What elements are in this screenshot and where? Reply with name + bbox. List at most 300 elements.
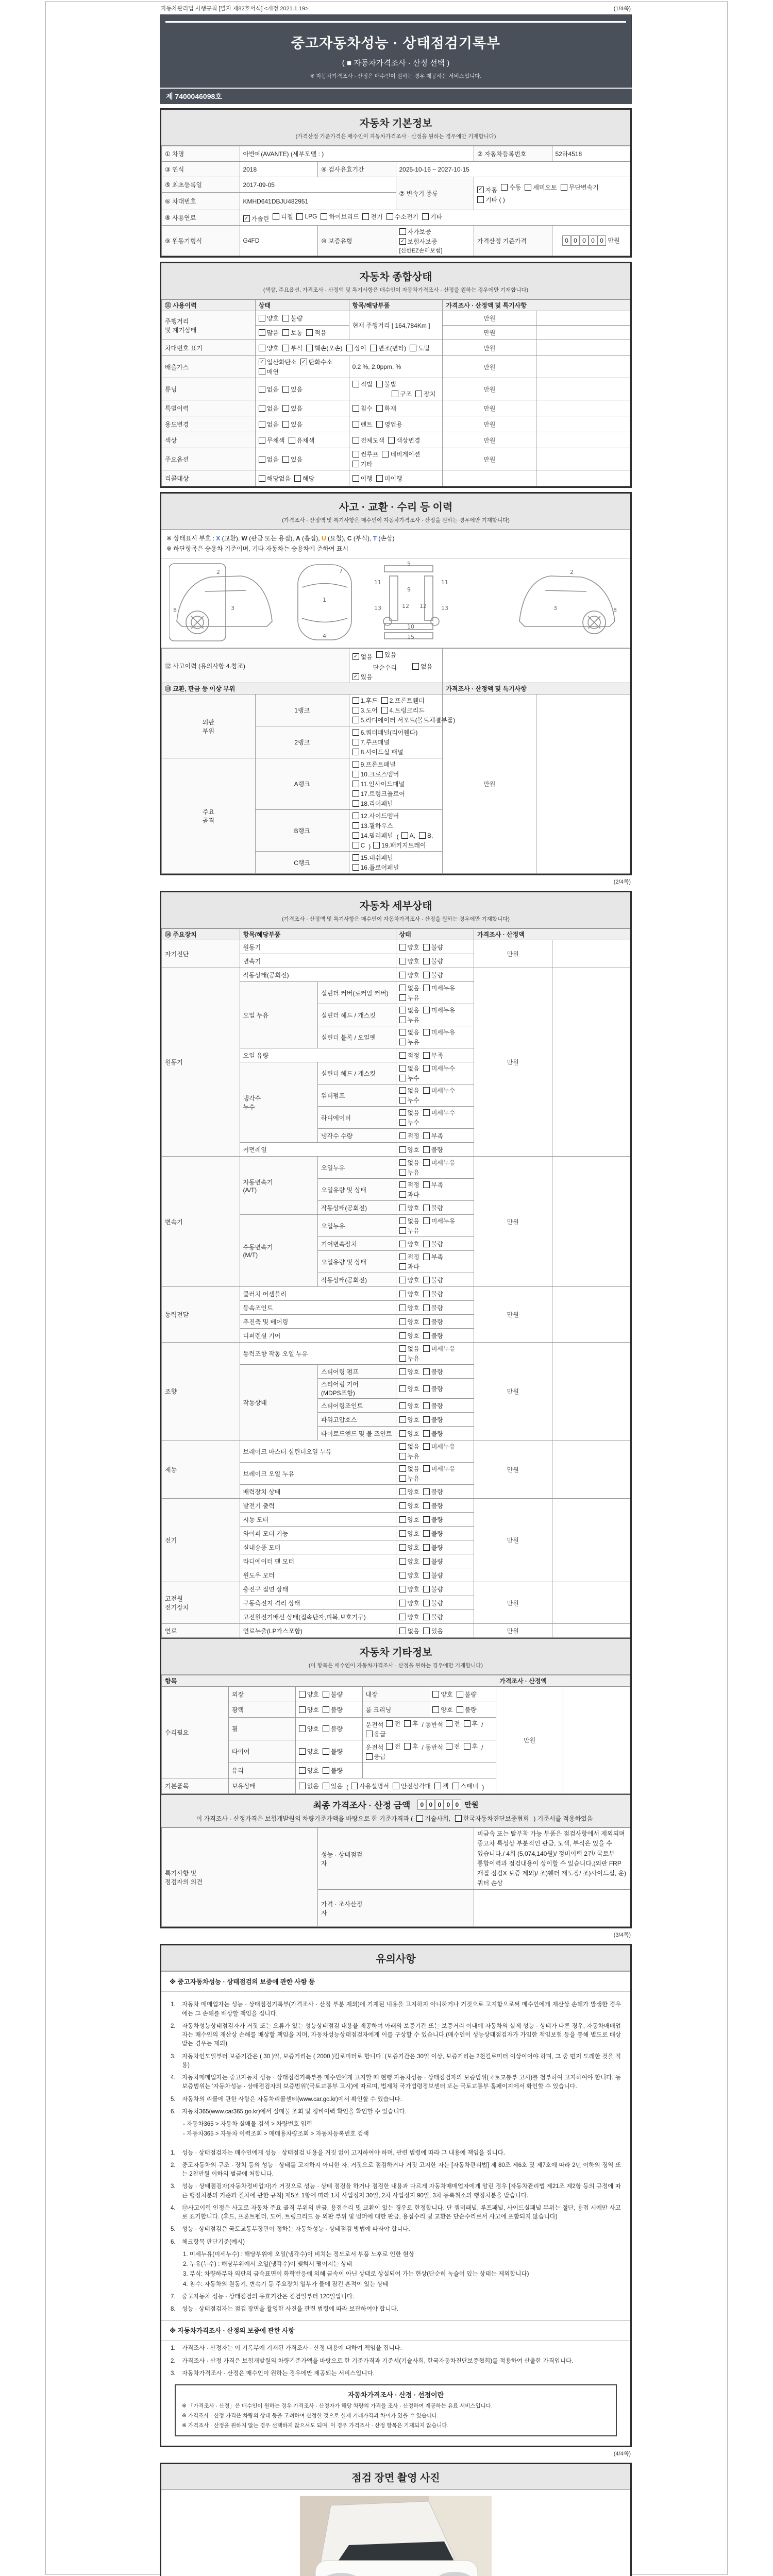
checkbox-자가보증[interactable]: [399, 227, 431, 236]
checkbox-양호[interactable]: [399, 1487, 419, 1496]
detail-checks: [396, 1554, 474, 1568]
checkbox-없음[interactable]: [399, 1216, 419, 1225]
checkbox-양호[interactable]: [399, 1585, 419, 1594]
checkbox-세미오토[interactable]: [525, 183, 557, 192]
checkbox-양호[interactable]: [399, 1303, 419, 1312]
notice-body: [161, 1992, 630, 2446]
checkbox-불량[interactable]: [423, 1557, 443, 1566]
checkbox-양호[interactable]: [399, 1240, 419, 1248]
option-label: 주요옵션: [162, 448, 256, 470]
checkbox-없음[interactable]: [399, 1344, 419, 1353]
checkbox-자동[interactable]: [477, 185, 497, 194]
checkbox-없음[interactable]: [399, 1064, 419, 1073]
checkbox-없음[interactable]: [399, 1626, 419, 1635]
checkbox-가솔린[interactable]: [243, 214, 270, 223]
checkbox-label: 있음: [431, 1627, 443, 1635]
checkbox-없음[interactable]: [259, 455, 279, 464]
checkbox-불량[interactable]: [423, 1585, 443, 1594]
checkbox-양호[interactable]: [399, 1145, 419, 1154]
checkbox-미세누유[interactable]: [423, 984, 455, 992]
checkbox-전[interactable]: [386, 1719, 400, 1728]
checkbox-10크로스멤버[interactable]: [352, 770, 399, 778]
checkbox-불량[interactable]: [423, 1317, 443, 1326]
detail-checks: [396, 1301, 474, 1315]
checkbox-box-icon: [399, 1132, 406, 1139]
checkbox-box-icon: [423, 1530, 430, 1537]
color-mid: [349, 432, 443, 448]
accident-history-table: [161, 648, 630, 874]
checkbox-불량[interactable]: [423, 1401, 443, 1410]
checkbox-7루프패널[interactable]: [352, 738, 390, 747]
tuning-checks: [255, 378, 349, 400]
checkbox-label: 있음: [384, 651, 396, 658]
checkbox-구조[interactable]: [392, 389, 412, 398]
checkbox-매연[interactable]: [259, 367, 279, 376]
checkbox-A[interactable]: [401, 832, 415, 839]
checkbox-있음[interactable]: [352, 672, 373, 681]
checkbox-기술사회[interactable]: [416, 1814, 450, 1823]
checkbox-과다[interactable]: [399, 1262, 419, 1271]
checkbox-1후드[interactable]: [352, 696, 378, 705]
checkbox-양호[interactable]: [259, 314, 279, 323]
checkbox-전[interactable]: [446, 1742, 460, 1751]
checkbox-기타[interactable]: [352, 460, 373, 468]
checkbox-한국자동차진단보증협회[interactable]: [455, 1814, 529, 1823]
remark-cell: [536, 378, 630, 400]
notice-item: 3. 성능 · 상태점검자(자동차정비업자)가 거짓으로 성능 · 상태 점검을 하거나 점검한 내용과 다르게 자동차매매업자에게 알린 경우 [자동차관리법 제21조 제2항 등의 규정에 따른 행정처분의 기준과 절차에 관한 규칙] 제5조 1항에 따라 1차 사업정지 30일, 2차 사업정지 90일, 3차 등록취소의 행정처분을 받습니다.: [171, 2183, 621, 2199]
checkbox-전[interactable]: [446, 1719, 460, 1728]
checkbox-양호[interactable]: [399, 1401, 419, 1410]
checkbox-적정[interactable]: [399, 1180, 419, 1189]
notice-item: 5. 성능 · 상태점검은 국토교통부장관이 정하는 자동차성능 · 상태점검 방법에 따라야 합니다.: [171, 2226, 410, 2233]
checkbox-box-icon: [432, 1691, 439, 1698]
checkbox-없음[interactable]: [399, 1158, 419, 1167]
checkbox-양호[interactable]: [432, 1705, 452, 1714]
checkbox-label: 불량: [464, 1691, 477, 1699]
checkbox-적정[interactable]: [399, 1051, 419, 1060]
checkbox-누유[interactable]: [399, 1354, 419, 1363]
detail-checks: [396, 1343, 474, 1365]
checkbox-미세누유[interactable]: [423, 1006, 455, 1014]
checkbox-box-icon: [399, 1586, 406, 1592]
notice-subitem: 2. 누유(누수) : 해당부위에서 오일(냉각수)이 맺혀서 떨어지는 상태: [183, 2261, 352, 2268]
notice-item: 4. ⑫사고이력 인정은 사고로 자동차 주요 골격 부위의 판금, 용접수리 및 교환이 있는 경우로 한정합니다. 단 쿼터패널, 루프패널, 사이드실패널 부위는 절단, 용접 시에만 사고로 표기합니다. (후드, 프론트펜더, 도어, 트렁크리드 등 외판 부위 및 범퍼에 대한 판금, 용접수리 및 교환은 단순수리로서 사고에 포함되지 않습니다): [171, 2205, 621, 2221]
checkbox-보통[interactable]: [282, 328, 303, 337]
checkbox-후[interactable]: [464, 1719, 478, 1728]
checkbox-없음[interactable]: [259, 404, 279, 413]
checkbox-누유[interactable]: [399, 1038, 419, 1046]
checkbox-있음[interactable]: [423, 1626, 443, 1635]
checkbox-6쿼터패널리어휀다[interactable]: [352, 728, 418, 737]
remark-cell: [536, 340, 630, 356]
checkbox-box-icon: ✓: [352, 673, 359, 680]
checkbox-box-icon: [412, 663, 419, 670]
checkbox-불량[interactable]: [423, 1331, 443, 1340]
checkbox-해당없음[interactable]: [259, 474, 291, 483]
checkbox-불량[interactable]: [423, 1290, 443, 1298]
year-label: ③ 연식: [162, 162, 240, 177]
checkbox-누수[interactable]: [399, 1074, 419, 1082]
checkbox-장치[interactable]: [415, 389, 435, 398]
checkbox-색상변경[interactable]: [388, 436, 420, 445]
checkbox-box-icon: [423, 1488, 430, 1495]
checkbox-11인사이드패널[interactable]: [352, 779, 405, 788]
checkbox-불량[interactable]: [423, 1415, 443, 1424]
checkbox-훼손오손[interactable]: [306, 344, 342, 352]
checkbox-썬루프[interactable]: [352, 450, 379, 459]
checkbox-미세누유[interactable]: [423, 1158, 455, 1167]
checkbox-양호[interactable]: [259, 344, 279, 352]
checkbox-label: 양호: [407, 1332, 419, 1340]
checkbox-box-icon: [410, 345, 416, 351]
checkbox-양호[interactable]: [399, 1515, 419, 1524]
diagram-part-number: 10: [407, 623, 414, 630]
checkbox-이행[interactable]: [352, 474, 373, 483]
checkbox-label: 불량: [431, 1146, 443, 1154]
checkbox-미이행[interactable]: [376, 474, 402, 483]
checkbox-보험사보증[interactable]: [399, 237, 438, 246]
checkbox-3도어[interactable]: [352, 706, 378, 715]
checkbox-적법[interactable]: [352, 380, 373, 388]
checkbox-불량[interactable]: [423, 1599, 443, 1607]
checkbox-부족[interactable]: [423, 1131, 443, 1140]
special-mid: [349, 400, 443, 416]
detail-item: 동력조향 작동 오일 누유: [240, 1343, 396, 1365]
checkbox-잭[interactable]: [434, 1782, 449, 1790]
checkbox-안전삼각대[interactable]: [393, 1782, 431, 1790]
checkbox-box-icon: [423, 1544, 430, 1551]
detail-item: 윈도우 모터: [240, 1568, 396, 1582]
checkbox-미세누유[interactable]: [423, 1216, 455, 1225]
checkbox-양호[interactable]: [399, 1599, 419, 1607]
diagram-part-number: 3: [231, 604, 234, 612]
checkbox-box-icon: [399, 1191, 406, 1198]
plain-token: ): [368, 843, 371, 851]
checkbox-C[interactable]: [352, 842, 365, 849]
rankB-checks: [349, 810, 443, 852]
section-photos: [160, 2463, 632, 2576]
checkbox-box-icon: [399, 1052, 406, 1059]
price-cell: 만원: [443, 400, 536, 416]
checkbox-있음[interactable]: [282, 385, 303, 394]
checkbox-box-icon: [259, 421, 265, 428]
checkbox-불량[interactable]: [323, 1766, 343, 1775]
detail-item: 라디에이터 팬 모터: [240, 1554, 396, 1568]
checkbox-불량[interactable]: [423, 1367, 443, 1376]
checkbox-box-icon: [370, 345, 377, 351]
checkbox-누수[interactable]: [399, 1096, 419, 1105]
checkbox-LPG[interactable]: [296, 213, 317, 220]
checkbox-불량[interactable]: [323, 1724, 343, 1733]
detail-item: 발전기 출력: [240, 1499, 396, 1513]
checkbox-과다[interactable]: [399, 1190, 419, 1199]
checkbox-적정[interactable]: [399, 1131, 419, 1140]
checkbox-후[interactable]: [404, 1719, 418, 1728]
checkbox-9프론트패널[interactable]: [352, 760, 396, 769]
checkbox-box-icon: [423, 1007, 430, 1013]
checkbox-box-icon: [423, 1368, 430, 1375]
checkbox-전기[interactable]: [362, 212, 382, 221]
checkbox-label: 스패너: [460, 1783, 479, 1790]
checkbox-기타[interactable]: [422, 212, 442, 221]
checkbox-양호[interactable]: [399, 1276, 419, 1284]
checkbox-양호[interactable]: [299, 1747, 319, 1756]
detail-item: 디퍼렌셜 기어: [240, 1329, 396, 1343]
checkbox-없음[interactable]: [399, 984, 419, 992]
checkbox-없음[interactable]: [399, 1028, 419, 1037]
checkbox-없음[interactable]: [352, 652, 373, 661]
checkbox-label: 양호: [441, 1706, 453, 1714]
checkbox-양호[interactable]: [432, 1690, 452, 1699]
checkbox-해당[interactable]: [294, 474, 314, 483]
checkbox-불량[interactable]: [457, 1705, 477, 1714]
checkbox-전체도색[interactable]: [352, 436, 384, 445]
checkbox-디젤[interactable]: [273, 212, 293, 221]
checkbox-불량[interactable]: [423, 1276, 443, 1284]
checkbox-양호[interactable]: [399, 1429, 419, 1438]
checkbox-미세누유[interactable]: [423, 1464, 455, 1473]
checkbox-누유[interactable]: [399, 1168, 419, 1177]
checkbox-적음[interactable]: [306, 328, 326, 337]
checkbox-없음[interactable]: [399, 1108, 419, 1117]
checkbox-label: 양호: [407, 1557, 419, 1565]
rankC-label: C랭크: [255, 852, 349, 874]
checkbox-있음[interactable]: [282, 404, 303, 413]
checkbox-불량[interactable]: [423, 1384, 443, 1393]
checkbox-양호[interactable]: [399, 943, 419, 952]
checkbox-불법[interactable]: [376, 380, 396, 388]
checkbox-label: 보통: [290, 329, 303, 336]
checkbox-양호[interactable]: [299, 1766, 319, 1775]
checkbox-부족[interactable]: [423, 1051, 443, 1060]
checkbox-무채색[interactable]: [259, 436, 285, 445]
checkbox-불량[interactable]: [323, 1690, 343, 1699]
checkbox-불량[interactable]: [423, 1204, 443, 1212]
checkbox-box-icon: [399, 1600, 406, 1606]
checkbox-box-icon: [381, 697, 388, 704]
checkbox-불량[interactable]: [423, 1543, 443, 1552]
checkbox-없음[interactable]: [399, 1442, 419, 1451]
checkbox-양호[interactable]: [399, 1317, 419, 1326]
checkbox-양호[interactable]: [399, 1331, 419, 1340]
checkbox-2프론트휀더[interactable]: [381, 696, 425, 705]
checkbox-label: 불량: [431, 1488, 443, 1496]
checkbox-양호[interactable]: [399, 1367, 419, 1376]
checkbox-box-icon: [423, 1558, 430, 1565]
checkbox-누유[interactable]: [399, 1474, 419, 1483]
checkbox-box-icon: [457, 1706, 463, 1713]
checkbox-불량[interactable]: [423, 1303, 443, 1312]
checkbox-누유[interactable]: [399, 1226, 419, 1235]
overall-h3: 항목/해당부품: [349, 300, 443, 311]
checkbox-12사이드멤버[interactable]: [352, 811, 399, 820]
checkbox-부족[interactable]: [423, 1180, 443, 1189]
checkbox-불량[interactable]: [423, 1240, 443, 1248]
checkbox-불량[interactable]: [423, 1571, 443, 1580]
checkbox-전[interactable]: [386, 1742, 400, 1751]
checkbox-있음[interactable]: [282, 420, 303, 429]
checkbox-네비게이션[interactable]: [382, 450, 420, 459]
checkbox-불량[interactable]: [423, 1145, 443, 1154]
checkbox-box-icon: [423, 1416, 430, 1423]
checkbox-있음[interactable]: [376, 650, 396, 659]
checkbox-box-icon: [306, 345, 313, 351]
checkbox-box-icon: [282, 315, 289, 321]
checkbox-미세누수[interactable]: [423, 1108, 455, 1117]
emission-checks: [255, 356, 349, 378]
checkbox-불량[interactable]: [423, 1529, 443, 1538]
checkbox-box-icon: [423, 1614, 430, 1620]
checkbox-불량[interactable]: [282, 314, 303, 323]
checkbox-양호[interactable]: [399, 957, 419, 965]
car-damage-diagram: [161, 558, 630, 648]
checkbox-상이[interactable]: [346, 344, 366, 352]
checkbox-영업용[interactable]: [376, 420, 402, 429]
checkbox-불량[interactable]: [423, 971, 443, 979]
checkbox-있음[interactable]: [282, 455, 303, 464]
title-rule: [165, 21, 626, 23]
checkbox-후[interactable]: [404, 1742, 418, 1751]
checkbox-일산화탄소[interactable]: [259, 358, 297, 366]
checkbox-19패키지트레이[interactable]: [373, 841, 426, 850]
checkbox-불량[interactable]: [423, 1487, 443, 1496]
checkbox-box-icon: [282, 421, 289, 428]
checkbox-label: 불량: [431, 1516, 443, 1523]
checkbox-없음[interactable]: [259, 420, 279, 429]
checkbox-부족[interactable]: [423, 1252, 443, 1261]
checkbox-13휠하우스[interactable]: [352, 821, 393, 830]
checkbox-없음[interactable]: [412, 662, 432, 671]
checkbox-누수[interactable]: [399, 1118, 419, 1127]
checkbox-양호[interactable]: [299, 1705, 319, 1714]
checkbox-양호[interactable]: [399, 1415, 419, 1424]
checkbox-없음[interactable]: [399, 1086, 419, 1095]
checkbox-누유[interactable]: [399, 1452, 419, 1461]
checkbox-양호[interactable]: [399, 1543, 419, 1552]
checkbox-기타[interactable]: [477, 195, 505, 204]
checkbox-수소전기[interactable]: [386, 212, 418, 221]
checkbox-사용설명서[interactable]: [351, 1782, 389, 1790]
checkbox-17트렁크플로어[interactable]: [352, 789, 405, 798]
base-price-label: 가격산정 기준가격: [474, 226, 552, 256]
checkbox-탄화수소[interactable]: [300, 358, 332, 366]
checkbox-불량[interactable]: [323, 1747, 343, 1756]
detail-checks: [396, 1399, 474, 1413]
checkbox-양호[interactable]: [399, 1571, 419, 1580]
checkbox-응급[interactable]: [366, 1730, 386, 1738]
checkbox-불량[interactable]: [423, 943, 443, 952]
checkbox-box-icon: [457, 1691, 463, 1698]
checkbox-label: 불량: [431, 1502, 443, 1510]
checkbox-양호[interactable]: [399, 971, 419, 979]
checkbox-B[interactable]: [419, 832, 433, 839]
other-item-name2: 내장: [362, 1687, 429, 1702]
checkbox-있음[interactable]: [323, 1782, 343, 1790]
checkbox-양호[interactable]: [399, 1290, 419, 1298]
checkbox-렌트[interactable]: [352, 420, 373, 429]
checkbox-label: 8.사이드실 패널: [360, 749, 404, 756]
checkbox-양호[interactable]: [399, 1529, 419, 1538]
checkbox-누유[interactable]: [399, 1015, 419, 1024]
checkbox-미세누수[interactable]: [423, 1086, 455, 1095]
checkbox-16플로어패널[interactable]: [352, 863, 399, 872]
checkbox-양호[interactable]: [399, 1501, 419, 1510]
checkbox-무단변속기[interactable]: [561, 183, 599, 192]
checkbox-label: 불량: [431, 1368, 443, 1376]
checkbox-18리어패널[interactable]: [352, 799, 393, 808]
notice-item: 3. 자동차인도일부터 보증기간은 ( 30 )일, 보증거리는 ( 2000 )킬로미터로 합니다. (보증기간은 30일 이상, 보증거리는 2천킬로미터 이상이어야 하며, 그 중 먼저 도래한 것을 적용): [171, 2053, 621, 2069]
checkbox-5라디에이터서포트볼트체결부품[interactable]: [352, 716, 456, 724]
checkbox-도말[interactable]: [410, 344, 430, 352]
plain-token: /: [481, 1744, 483, 1752]
checkbox-box-icon: [351, 1783, 358, 1789]
checkbox-하이브리드[interactable]: [321, 212, 359, 221]
checkbox-후[interactable]: [464, 1742, 478, 1751]
checkbox-미세누유[interactable]: [423, 1442, 455, 1451]
checkbox-미세누수[interactable]: [423, 1064, 455, 1073]
checkbox-없음[interactable]: [399, 1006, 419, 1014]
checkbox-없음[interactable]: [299, 1782, 319, 1790]
checkbox-적정[interactable]: [399, 1252, 419, 1261]
diagram-part-number: 15: [407, 633, 414, 640]
checkbox-없음[interactable]: [399, 1464, 419, 1473]
checkbox-없음[interactable]: [259, 385, 279, 394]
checkbox-부식[interactable]: [282, 344, 303, 352]
checkbox-14필러패널[interactable]: [352, 831, 393, 840]
checkbox-양호[interactable]: [399, 1384, 419, 1393]
checkbox-불량[interactable]: [423, 1501, 443, 1510]
checkbox-미세누유[interactable]: [423, 1028, 455, 1037]
checkbox-label: 양호: [407, 1146, 419, 1154]
checkbox-label: 불량: [431, 971, 443, 979]
checkbox-미세누유[interactable]: [423, 1344, 455, 1353]
checkbox-불량[interactable]: [423, 1515, 443, 1524]
checkbox-15대쉬패널[interactable]: [352, 853, 393, 862]
checkbox-양호[interactable]: [299, 1724, 319, 1733]
checkbox-누유[interactable]: [399, 993, 419, 1002]
checkbox-불량[interactable]: [323, 1705, 343, 1714]
checkbox-불량[interactable]: [457, 1690, 477, 1699]
state-symbol-legend: [161, 530, 630, 558]
checkbox-양호[interactable]: [299, 1690, 319, 1699]
checkbox-양호[interactable]: [399, 1557, 419, 1566]
checkbox-불량[interactable]: [423, 1613, 443, 1621]
checkbox-양호[interactable]: [399, 1613, 419, 1621]
checkbox-4트렁크리드[interactable]: [381, 706, 425, 715]
detail-part: 파워고압호스: [318, 1413, 396, 1427]
price-digit: 0: [417, 1800, 426, 1810]
checkbox-유채색[interactable]: [289, 436, 315, 445]
checkbox-침수[interactable]: [352, 404, 373, 413]
checkbox-box-icon: [323, 1725, 329, 1732]
plain-token: 이 가격조사 · 산정가격은 보험개발원의 차량기준가액을 바탕으로 한 기준가격과 (: [196, 1815, 413, 1823]
checkbox-불량[interactable]: [423, 957, 443, 965]
price-cell: 만원: [443, 340, 536, 356]
checkbox-8사이드실패널[interactable]: [352, 748, 404, 756]
other-h2: 가격조사 · 산정액: [496, 1675, 630, 1687]
checkbox-화재[interactable]: [376, 404, 396, 413]
diagram-part-number: 3: [553, 604, 557, 612]
checkbox-양호[interactable]: [399, 1204, 419, 1212]
diagram-part-number: 13: [441, 604, 448, 612]
checkbox-수동[interactable]: [501, 183, 521, 192]
checkbox-변조변타[interactable]: [370, 344, 406, 352]
checkbox-불량[interactable]: [423, 1429, 443, 1438]
group-price-cell: 만원: [474, 1582, 552, 1624]
checkbox-많음[interactable]: [259, 328, 279, 337]
checkbox-스패너[interactable]: [452, 1782, 479, 1790]
checkbox-응급[interactable]: [366, 1752, 386, 1761]
